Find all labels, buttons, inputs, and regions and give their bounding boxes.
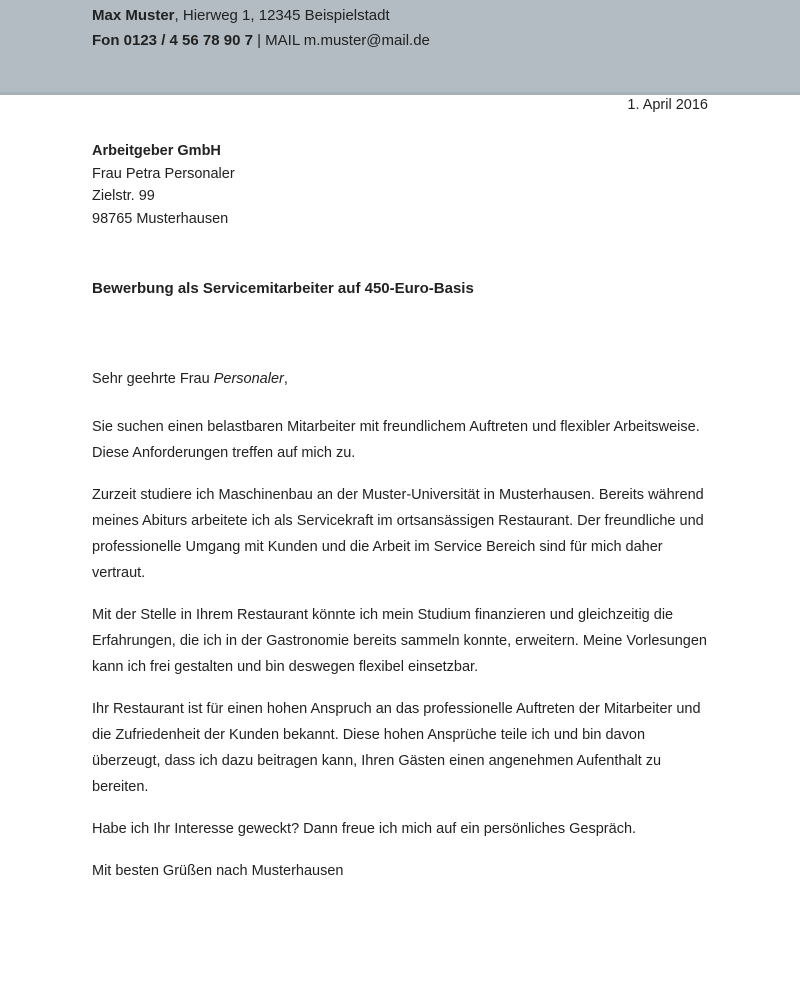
salutation-name: Personaler [213,371,284,387]
body-paragraph: Zurzeit studiere ich Maschinenbau an der Muster-Universität in Musterhausen. Bereits während meines Abiturs arbeitete ich als Servicekraft im ortsansässigen Restaurant. Der freundliche und professionelle Umgang mit Kunden und die Arbeit im Service Bereich sind für mich daher vertraut. [92,487,704,581]
body-paragraph: Mit der Stelle in Ihrem Restaurant könnte ich mein Studium finanzieren und gleichzeitig die Erfahrungen, die ich in der Gastronomie bereits sammeln konnte, erweitern. Meine Vorlesungen kann ich frei gestalten und bin deswegen flexibel einsetzbar. [92,607,707,675]
letter-date: 1. April 2016 [627,97,708,113]
sender-email: | MAIL m.muster@mail.de [252,32,430,49]
salutation [92,366,712,392]
closing-line: Mit besten Grüßen nach Musterhausen [92,863,344,879]
date-line [0,97,800,114]
recipient-company: Arbeitgeber GmbH [92,143,221,159]
body-paragraph: Habe ich Ihr Interesse geweckt? Dann freue ich mich auf ein persönliches Gespräch. [92,821,637,837]
recipient-street: Zielstr. 99 [92,188,155,204]
sender-address: , Hierweg 1, 12345 Beispielstadt [174,7,390,24]
sender-address-line [92,3,708,28]
sender-phone: Fon 0123 / 4 56 78 90 7 [92,32,253,49]
recipient-contact: Frau Petra Personaler [92,165,235,182]
body-paragraph: Ihr Restaurant ist für einen hohen Anspruch an das professionelle Auftreten der Mitarbeiter und die Zufriedenheit der Kunden bekannt. Diese hohen Ansprüche teile ich und bin davon überzeugt, dass ich dazu beitragen kann, Ihren Gästen einen angenehmen Aufenthalt zu bereiten. [92,701,701,795]
recipient-city: 98765 Musterhausen [92,210,229,227]
salutation-suffix: , [283,371,288,387]
subject-line: Bewerbung als Servicemitarbeiter auf 450-Euro-Basis [92,280,474,297]
salutation-prefix: Sehr geehrte Frau [92,371,214,387]
recipient-block [92,140,708,230]
letterhead [0,0,800,95]
sender-contact-line [92,28,708,53]
sender-name: Max Muster [92,7,175,24]
body-paragraph: Sie suchen einen belastbaren Mitarbeiter mit freundlichem Auftreten und flexibler Arbeitsweise. Diese Anforderungen treffen auf mich zu. [92,419,700,461]
